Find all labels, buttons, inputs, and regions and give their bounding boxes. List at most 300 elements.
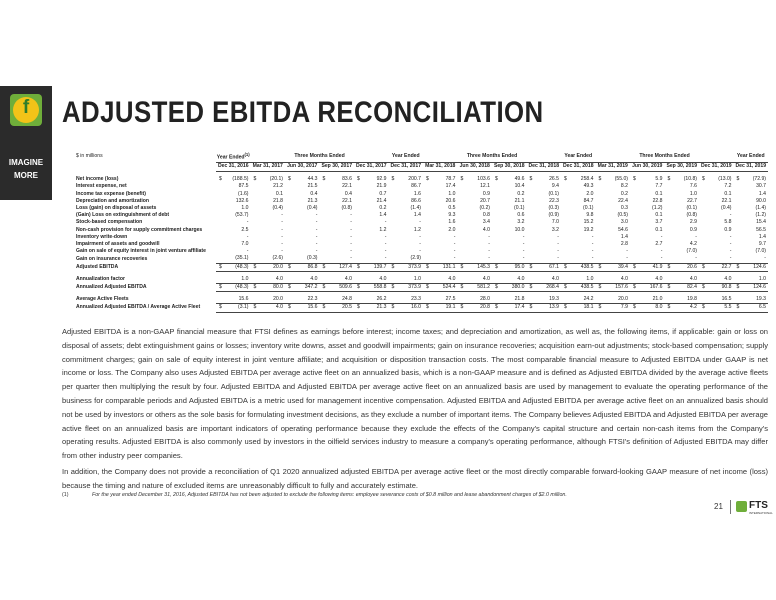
table-cell: 86.6 (411, 197, 421, 204)
table-cell: 0.9 (724, 226, 732, 233)
table-cell: 4.0 (310, 275, 318, 282)
table-cell: 2.5 (241, 226, 249, 233)
table-cell: 17.4 (445, 183, 456, 190)
table-cell: - (522, 248, 525, 255)
table-cell: 90.0 (756, 197, 766, 204)
footnote-marker: (1) (62, 492, 69, 498)
table-cell: $ 20.5 (320, 304, 355, 312)
table-cell: - (695, 233, 697, 240)
table-cell: - (315, 240, 318, 247)
table-cell: 19.8 (687, 296, 697, 303)
table-cell: $ 139.7 (354, 263, 389, 271)
table-cell: 19.3 (549, 296, 559, 303)
table-cell: 0.2 (620, 190, 628, 197)
row-label: Interest expense, net (76, 183, 127, 190)
table-cell: $ 67.1 (527, 263, 562, 271)
table-cell: 22.1 (721, 197, 732, 204)
reconciliation-table (76, 151, 768, 313)
table-cell: 0.1 (655, 190, 663, 197)
table-cell: - (626, 255, 628, 262)
table-cell: - (350, 233, 352, 240)
row-label: Annualized Adjusted EBITDA (76, 283, 147, 290)
period-date-header: Dec 31, 2016 (216, 162, 251, 171)
row-label: Stock-based compensation (76, 219, 143, 226)
table-cell: 7.0 (551, 219, 559, 226)
table-cell: 1.2 (379, 226, 387, 233)
table-cell: (2.9) (410, 255, 421, 262)
table-cell: 1.4 (379, 212, 387, 219)
table-cell: $ (48.3) (216, 263, 251, 271)
table-cell: - (419, 233, 421, 240)
table-cell: $ 26.5 (529, 176, 559, 183)
table-cell: $ 4.0 (251, 304, 286, 312)
period-date-header: Sep 30, 2018 (492, 162, 527, 171)
table-cell: - (453, 255, 456, 262)
tagline (2, 156, 50, 182)
table-row (76, 234, 768, 241)
footer-divider (730, 500, 731, 514)
table-cell: (1.4) (755, 204, 766, 211)
table-cell: - (729, 240, 732, 247)
table-cell: 15.4 (756, 219, 766, 226)
period-date-header: Dec 31, 2019 (734, 162, 769, 171)
period-date-header: Mar 31, 2017 (251, 162, 286, 171)
footnote-ref: (1) (244, 152, 250, 157)
table-cell: 21.1 (514, 197, 525, 204)
table-cell: - (315, 219, 318, 226)
table-cell: (0.1) (514, 204, 525, 211)
table-cell: $ 22.7 (699, 263, 734, 271)
table-cell: (0.8) (341, 204, 352, 211)
row-label: Annualized Adjusted EBITDA / Average Active Fleet (76, 304, 201, 311)
table-cell: $ 145.3 (458, 263, 493, 271)
table-cell: - (384, 233, 387, 240)
row-label: Net income (loss) (76, 176, 119, 183)
table-cell: 21.0 (652, 296, 663, 303)
table-cell: 28.0 (480, 296, 490, 303)
page-title: ADJUSTED EBITDA RECONCILIATION (62, 96, 544, 129)
table-cell: 0.4 (310, 190, 318, 197)
table-cell: 21.3 (307, 197, 318, 204)
row-label: Non-cash provision for supply commitment charges (76, 226, 203, 233)
footnote (62, 491, 762, 499)
table-cell: $ 581.2 (458, 283, 493, 291)
table-cell: 24.8 (342, 296, 352, 303)
table-row (76, 191, 768, 198)
table-cell: - (488, 248, 490, 255)
table-cell: 27.5 (445, 296, 456, 303)
table-cell: $ 39.4 (596, 263, 631, 271)
table-cell: - (419, 240, 421, 247)
table-cell: (35.1) (235, 255, 249, 262)
table-cell: 4.0 (517, 275, 525, 282)
table-cell: - (557, 248, 559, 255)
table-cell: (0.3) (548, 204, 559, 211)
table-cell: 15.2 (583, 219, 594, 226)
table-cell: 3.2 (551, 226, 559, 233)
table-cell: $ 17.4 (492, 304, 527, 312)
table-cell: - (419, 219, 421, 226)
row-label: Income tax expense (benefit) (76, 190, 146, 197)
table-cell: 0.1 (655, 226, 663, 233)
period-date-header: Dec 31, 2017 (354, 162, 389, 171)
period-group-header: Year Ended (561, 151, 596, 162)
row-label: Average Active Fleets (76, 296, 129, 303)
table-cell: 1.0 (413, 275, 421, 282)
table-cell: - (522, 233, 525, 240)
table-row (76, 255, 768, 263)
row-label: Gain on insurance recoveries (76, 255, 148, 262)
table-cell: - (350, 240, 352, 247)
table-cell: 1.4 (620, 233, 628, 240)
table-cell: 8.2 (620, 183, 628, 190)
table-cell: (0.1) (583, 204, 594, 211)
table-cell: $ (20.1) (253, 176, 283, 183)
table-cell: 21.2 (273, 183, 283, 190)
table-cell: $ 95.0 (492, 263, 527, 271)
table-cell: 22.7 (687, 197, 697, 204)
table-cell: 19.2 (583, 226, 594, 233)
table-cell: $ 8.0 (630, 304, 665, 312)
period-date-row (76, 162, 768, 171)
table-cell: 22.3 (549, 197, 559, 204)
table-cell: 7.6 (689, 183, 697, 190)
table-cell: 0.1 (724, 190, 732, 197)
row-label: Adjusted EBITDA (76, 263, 119, 270)
table-cell: 4.0 (620, 275, 628, 282)
table-cell: $ 16.0 (389, 304, 424, 312)
table-cell: 10.4 (514, 183, 525, 190)
table-cell: 49.3 (583, 183, 594, 190)
table-cell: 1.4 (758, 233, 766, 240)
table-cell: $ 41.9 (630, 263, 665, 271)
table-cell: $ 49.6 (495, 176, 525, 183)
table-cell: $ 131.1 (423, 263, 458, 271)
period-date-header: Dec 31, 2017 (389, 162, 424, 171)
tagline-line-1: IMAGINE (8, 158, 44, 167)
table-cell: 23.3 (411, 296, 421, 303)
table-cell: - (281, 240, 283, 247)
table-cell: 2.0 (448, 226, 456, 233)
table-cell: - (591, 240, 594, 247)
table-cell: $ 82.4 (665, 283, 700, 291)
period-date-header: Mar 31, 2018 (423, 162, 458, 171)
table-cell: - (729, 248, 732, 255)
table-cell: 22.3 (307, 296, 318, 303)
table-cell: 2.0 (586, 190, 594, 197)
table-cell: 3.4 (482, 219, 490, 226)
table-cell: 20.0 (273, 296, 283, 303)
table-cell: (0.4) (272, 204, 283, 211)
table-cell: - (522, 255, 525, 262)
table-cell: 0.2 (517, 190, 525, 197)
table-cell: 4.0 (482, 226, 490, 233)
table-cell: 1.0 (448, 190, 456, 197)
table-cell: $ 200.7 (391, 176, 421, 183)
period-date-header: Dec 31, 2019 (699, 162, 734, 171)
fts-brand-logo (736, 500, 772, 516)
period-group-header: Three Months Ended (423, 151, 561, 162)
table-cell: $ 509.6 (320, 283, 355, 291)
table-cell: - (488, 240, 490, 247)
table-cell: - (522, 240, 525, 247)
units-label: $ in millions (76, 153, 103, 160)
period-group-header: Three Months Ended (596, 151, 734, 162)
table-cell: 1.0 (689, 190, 697, 197)
table-cell: 56.5 (756, 226, 766, 233)
table-cell: - (281, 248, 283, 255)
table-cell: - (488, 233, 490, 240)
table-cell: 0.7 (379, 190, 387, 197)
table-cell: 9.7 (758, 240, 766, 247)
table-cell: 9.8 (586, 212, 594, 219)
table-cell: (0.4) (721, 204, 732, 211)
table-cell: 30.7 (756, 183, 766, 190)
table-cell: 0.9 (482, 190, 490, 197)
table-cell: 4.0 (448, 275, 456, 282)
table-cell: - (729, 255, 732, 262)
period-group-header: Year Ended (389, 151, 424, 162)
table-cell: 4.0 (275, 275, 283, 282)
table-cell: - (281, 219, 283, 226)
table-cell: $ 127.4 (320, 263, 355, 271)
table-cell: 87.5 (238, 183, 249, 190)
table-cell: 21.4 (376, 197, 387, 204)
table-cell: $ 15.6 (285, 304, 320, 312)
table-cell: - (591, 248, 594, 255)
table-cell: 2.7 (655, 240, 663, 247)
table-cell: $ 7.9 (596, 304, 631, 312)
table-row (76, 263, 768, 271)
table-cell: 10.0 (514, 226, 525, 233)
table-cell: $ 373.9 (389, 283, 424, 291)
period-date-header: Dec 31, 2018 (561, 162, 596, 171)
table-cell: - (419, 248, 421, 255)
table-cell: 0.9 (689, 226, 697, 233)
table-cell: 21.8 (514, 296, 525, 303)
table-cell: $ 124.6 (734, 263, 769, 271)
table-cell: 84.7 (583, 197, 594, 204)
table-cell: 24.2 (583, 296, 594, 303)
table-cell: $ 6.5 (734, 304, 769, 312)
table-cell: 12.1 (480, 183, 490, 190)
fts-brand-text: FTS (749, 500, 768, 511)
forward-looking-paragraph: In addition, the Company does not provide a reconciliation of Q1 2020 annualized adjusted EBITDA per average active fleet or the most directly comparable forward-looking GAAP measure of net income (loss) because the timing and nature of excluded items are unreasonably difficult to fully and accurately estimate. (62, 467, 768, 490)
table-cell: - (660, 233, 663, 240)
table-cell: (0.1) (686, 204, 697, 211)
table-cell: 22.4 (618, 197, 628, 204)
table-cell: - (384, 240, 387, 247)
table-cell: 54.6 (618, 226, 628, 233)
table-cell: $ 5.9 (633, 176, 663, 183)
table-cell: (0.1) (548, 190, 559, 197)
table-cell: 0.4 (344, 190, 352, 197)
row-label: Inventory write-down (76, 233, 128, 240)
table-cell: $ 438.5 (561, 283, 596, 291)
table-cell: 9.3 (448, 212, 456, 219)
table-cell: $ 380.0 (492, 283, 527, 291)
fts-brand-subtext: INTERNATIONAL (749, 511, 773, 515)
table-cell: $ (72.9) (736, 176, 766, 183)
table-cell: - (729, 233, 732, 240)
table-cell: 3.0 (620, 219, 628, 226)
company-logo-icon (10, 94, 42, 126)
period-date-header: Mar 31, 2019 (596, 162, 631, 171)
table-cell: $ 92.9 (357, 176, 387, 183)
table-cell: (1.4) (410, 204, 421, 211)
table-cell: 4.0 (655, 275, 663, 282)
table-cell: $ 157.6 (596, 283, 631, 291)
table-cell: 26.2 (376, 296, 387, 303)
table-cell: $ 258.4 (564, 176, 594, 183)
table-row (76, 205, 768, 212)
table-cell: 0.1 (655, 212, 663, 219)
table-cell: (0.5) (617, 212, 628, 219)
table-cell: 20.0 (618, 296, 628, 303)
period-date-header: Jun 30, 2017 (285, 162, 320, 171)
footnote-text: For the year ended December 31, 2016, Adjusted EBITDA has not been adjusted to exclude the following items: employee severance costs of $0.8 million and lease abandonment charges of $2.0 million. (92, 492, 567, 498)
table-cell: 3.2 (517, 219, 525, 226)
table-cell: $ 558.8 (354, 283, 389, 291)
table-cell: 22.1 (342, 183, 352, 190)
table-cell: - (660, 255, 663, 262)
table-cell: 1.0 (241, 204, 249, 211)
table-cell: 0.3 (620, 204, 628, 211)
table-cell: - (246, 219, 249, 226)
table-cell: 4.2 (689, 240, 697, 247)
fts-mark-icon (736, 501, 747, 512)
table-cell: 0.6 (517, 212, 525, 219)
table-cell: - (453, 233, 456, 240)
table-cell: - (281, 233, 283, 240)
table-cell: $ (48.3) (216, 283, 251, 291)
table-cell: - (729, 212, 732, 219)
table-cell: (7.0) (686, 248, 697, 255)
table-cell: 0.8 (482, 212, 490, 219)
definition-paragraph: Adjusted EBITDA is a non-GAAP financial measure that FTSI defines as earnings before interest; income taxes; and depreciation and amortization, as well as, the following items, if applicable: gain or loss on disposal of assets; debt extinguishment gains or losses; inventory write downs, asset and goodwill impairments; gain on insurance recoveries; acquisition earn-out adjustments; stock-based compensation; supply commitment charges; gain on sale of equity interest in joint venture affiliate; and acquisition or disposition transaction costs. The most comparable financial measure to Adjusted EBITDA under GAAP is net income or loss. The Company also uses Adjusted EBITDA per average active fleet on an annualized basis, which is a non-GAAP measure and is defined as Adjusted EBITDA divided by the average active fleets per quarter then multiplying the result by four. Adjusted EBITDA and Adjusted EBITDA per average active fleet on an annualized basis are used by management to evaluate the operating performance of the business for comparable periods and Adjusted EBITDA is a metric used for management incentive compensation. Adjusted EBITDA and Adjusted EBITDA per average active fleet on an annualized basis should not be used by investors or others as the sole basis for formulating investment decisions, as they exclude a number of important items. The Company believes Adjusted EBITDA and Adjusted EBITDA per average active fleet on an annualized basis are important indicators of operating performance because they exclude the effects of the Company's capital structure and certain non-cash items from the Company's operating results. Adjusted EBITDA is also commonly used by investors in the oilfield services industry to measure a company's operating performance, although FTSI's definition of Adjusted EBITDA may differ from other industry peer companies. (62, 327, 768, 461)
period-group-row (76, 151, 768, 162)
table-cell: $ 19.1 (423, 304, 458, 312)
table-cell: 5.8 (724, 219, 732, 226)
period-date-header: Jun 30, 2018 (458, 162, 493, 171)
table-cell: - (350, 219, 352, 226)
table-cell: - (350, 255, 352, 262)
table-row (76, 183, 768, 190)
table-cell: $ 103.6 (460, 176, 490, 183)
table-cell: - (350, 226, 352, 233)
row-label: Annualization factor (76, 275, 125, 282)
table-cell: 1.0 (241, 275, 249, 282)
table-cell: (0.8) (686, 212, 697, 219)
table-cell: - (350, 248, 352, 255)
table-cell: 1.0 (586, 275, 594, 282)
table-cell: - (695, 255, 697, 262)
sidebar-band (0, 86, 52, 200)
row-label: Impairment of assets and goodwill (76, 240, 160, 247)
table-cell: $ 83.6 (322, 176, 352, 183)
table-cell: (53.7) (235, 212, 249, 219)
table-cell: $ 268.4 (527, 283, 562, 291)
table-cell: - (626, 248, 628, 255)
table-cell: $ (188.5) (219, 176, 249, 183)
table-cell: - (384, 219, 387, 226)
table-cell: 7.7 (655, 183, 663, 190)
table-cell: $ (10.8) (667, 176, 697, 183)
table-cell: - (315, 226, 318, 233)
table-cell: 20.7 (480, 197, 490, 204)
period-date-header: Jun 30, 2019 (630, 162, 665, 171)
table-cell: 0.5 (448, 204, 456, 211)
table-cell: 4.0 (344, 275, 352, 282)
table-row (76, 219, 768, 226)
table-cell: 86.7 (411, 183, 421, 190)
table-cell: - (315, 248, 318, 255)
table-cell: 21.9 (376, 183, 387, 190)
table-cell: 4.0 (724, 275, 732, 282)
table-cell: 4.0 (551, 275, 559, 282)
table-cell: - (591, 255, 594, 262)
table-cell: $ 44.3 (288, 176, 318, 183)
table-row (76, 227, 768, 234)
table-row (76, 283, 768, 291)
period-group-header: Year Ended (734, 151, 769, 162)
table-cell: $ 524.4 (423, 283, 458, 291)
table-cell: $ 4.2 (665, 304, 700, 312)
table-cell: (0.2) (479, 204, 490, 211)
table-cell: $ 373.9 (389, 263, 424, 271)
table-cell: - (350, 212, 352, 219)
table-cell: 132.6 (235, 197, 249, 204)
table-row (76, 176, 768, 183)
table-cell: $ 20.6 (665, 263, 700, 271)
table-cell: - (246, 233, 249, 240)
table-cell: $ 21.3 (354, 304, 389, 312)
table-cell: 1.4 (413, 212, 421, 219)
table-cell: (7.0) (755, 248, 766, 255)
table-cell: - (557, 255, 559, 262)
table-cell: $ 20.0 (251, 263, 286, 271)
tagline-line-2: MORE (14, 171, 38, 180)
table-cell: 2.8 (620, 240, 628, 247)
table-cell: 1.2 (413, 226, 421, 233)
table-cell: $ (13.0) (702, 176, 732, 183)
row-label: Gain on sale of equity interest in joint venture affiliate (76, 248, 206, 255)
table-cell: 4.0 (689, 275, 697, 282)
table-cell: 1.4 (758, 190, 766, 197)
table-row (76, 296, 768, 304)
table-cell: 1.6 (413, 190, 421, 197)
table-row (76, 198, 768, 205)
table-row (76, 241, 768, 248)
table-cell: 1.0 (758, 275, 766, 282)
period-date-header: Dec 31, 2018 (527, 162, 562, 171)
table-cell: $ 13.9 (527, 304, 562, 312)
logo-letter: f (22, 97, 30, 118)
table-cell: $ 78.7 (426, 176, 456, 183)
table-cell: 19.3 (756, 296, 766, 303)
table-cell: (1.6) (238, 190, 249, 197)
table-cell: - (453, 240, 456, 247)
table-cell: (2.6) (272, 255, 283, 262)
table-cell: (1.2) (652, 204, 663, 211)
table-cell: 4.0 (379, 275, 387, 282)
table-row (76, 248, 768, 255)
row-label: (Gain) Loss on extinguishment of debt (76, 212, 170, 219)
table-cell: - (557, 233, 559, 240)
table-cell: (0.9) (548, 212, 559, 219)
period-date-header: Sep 30, 2019 (665, 162, 700, 171)
period-group-header: Year Ended$^{(1)}$ (216, 152, 250, 161)
